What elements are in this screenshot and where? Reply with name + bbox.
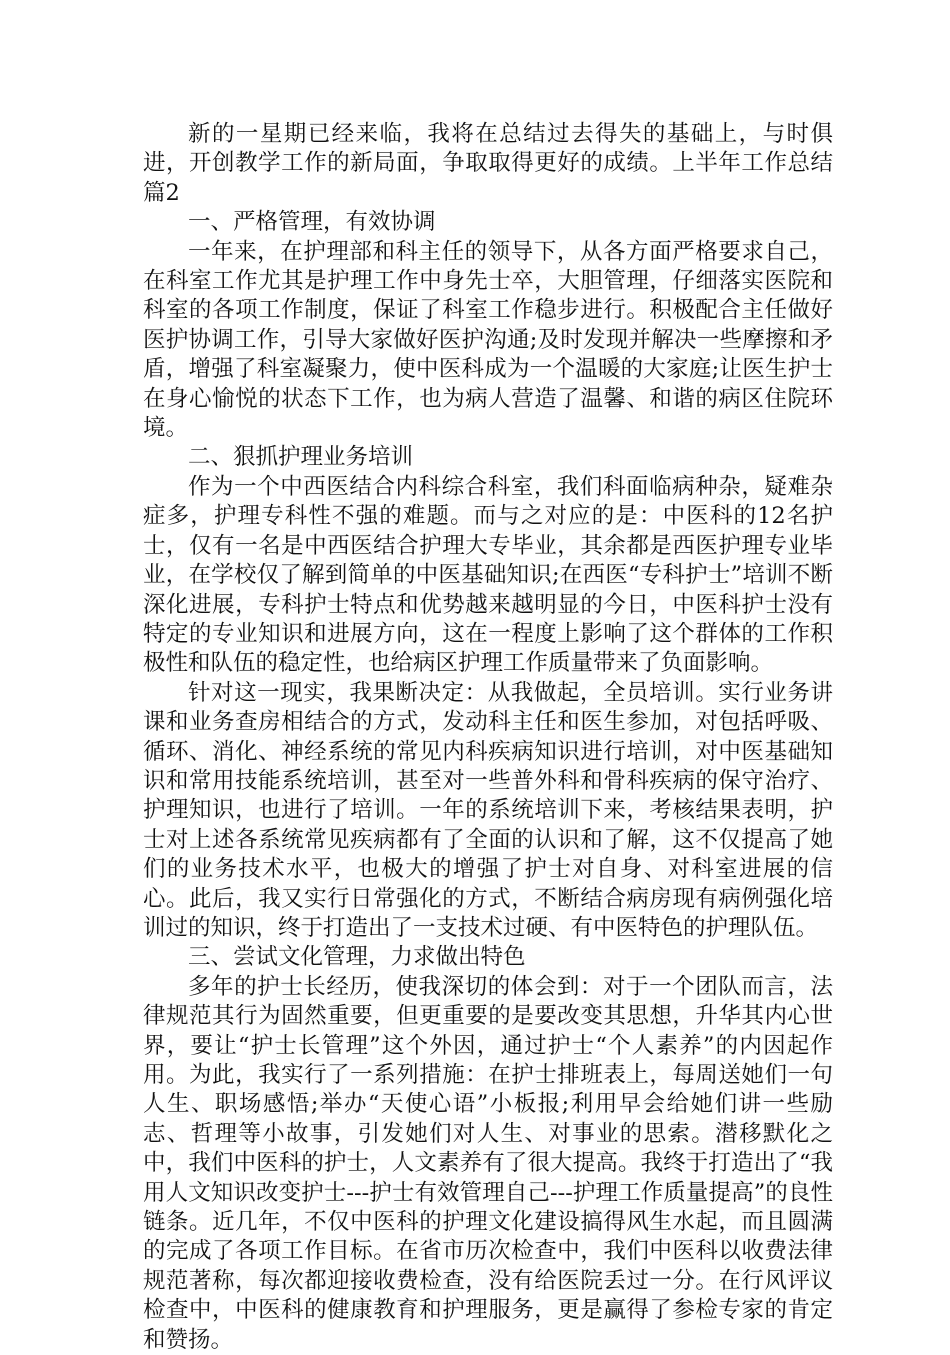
section-heading-1: 一、严格管理，有效协调: [188, 209, 436, 236]
paragraph-intro: 新的一星期已经来临，我将在总结过去得失的基础上，与时俱进，开创教学工作的新局面，争取取得更好的成绩。上半年工作总结 篇2: [143, 121, 833, 206]
document-body: [143, 120, 833, 1355]
paragraph-training-problem: 作为一个中西医结合内科综合科室，我们科面临病种杂，疑难杂症多，护理专科性不强的难题。而与之对应的是：中医科的12名护士，仅有一名是中西医结合护理大专毕业，其余都是西医护理专业毕业，在学校仅了解到简单的中医基础知识;在西医“专科护士”培训不断深化进展，专科护士特点和优势越来越明显的今日，中医科护士没有特定的专业知识和进展方向，这在一程度上影响了这个群体的工作积极性和队伍的稳定性，也给病区护理工作质量带来了负面影响。: [143, 473, 833, 677]
section-heading-2: 二、狠抓护理业务培训: [188, 444, 414, 471]
paragraph-management: 一年来，在护理部和科主任的领导下，从各方面严格要求自己，在科室工作尤其是护理工作中身先士卒，大胆管理，仔细落实医院和科室的各项工作制度，保证了科室工作稳步进行。积极配合主任做好医护协调工作，引导大家做好医护沟通;及时发现并解决一些摩擦和矛盾，增强了科室凝聚力，使中医科成为一个温暖的大家庭;让医生护士在身心愉悦的状态下工作，也为病人营造了温馨、和谐的病区住院环境。: [143, 238, 833, 442]
section-heading-3: 三、尝试文化管理，力求做出特色: [188, 944, 526, 971]
paragraph-training-action: 针对这一现实，我果断决定：从我做起，全员培训。实行业务讲课和业务查房相结合的方式，发动科主任和医生参加，对包括呼吸、循环、消化、神经系统的常见内科疾病知识进行培训，对中医基础知识和常用技能系统培训，甚至对一些普外科和骨科疾病的保守治疗、护理知识，也进行了培训。一年的系统培训下来，考核结果表明，护士对上述各系统常见疾病都有了全面的认识和了解，这不仅提高了她们的业务技术水平，也极大的增强了护士对自身、对科室进展的信心。此后，我又实行日常强化的方式，不断结合病房现有病例强化培训过的知识，终于打造出了一支技术过硬、有中医特色的护理队伍。: [143, 679, 833, 941]
paragraph-culture: 多年的护士长经历，使我深切的体会到：对于一个团队而言，法律规范其行为固然重要，但更重要的是要改变其思想，升华其内心世界，要让“护士长管理”这个外因，通过护士“个人素养”的内因起作用。为此，我实行了一系列措施：在护士排班表上，每周送她们一句人生、职场感悟;举办“天使心语”小板报;利用早会给她们讲一些励志、哲理等小故事，引发她们对人生、对事业的思索。潜移默化之中，我们中医科的护士，人文素养有了很大提高。我终于打造出了“我用人文知识改变护士---护士有效管理自己---护理工作质量提高”的良性链条。近几年，不仅中医科的护理文化建设搞得风生水起，而且圆满的完成了各项工作目标。在省市历次检查中，我们中医科以收费法律规范著称，每次都迎接收费检查，没有给医院丢过一分。在行风评议检查中，中医科的健康教育和护理服务，更是赢得了参检专家的肯定和赞扬。: [143, 973, 833, 1353]
